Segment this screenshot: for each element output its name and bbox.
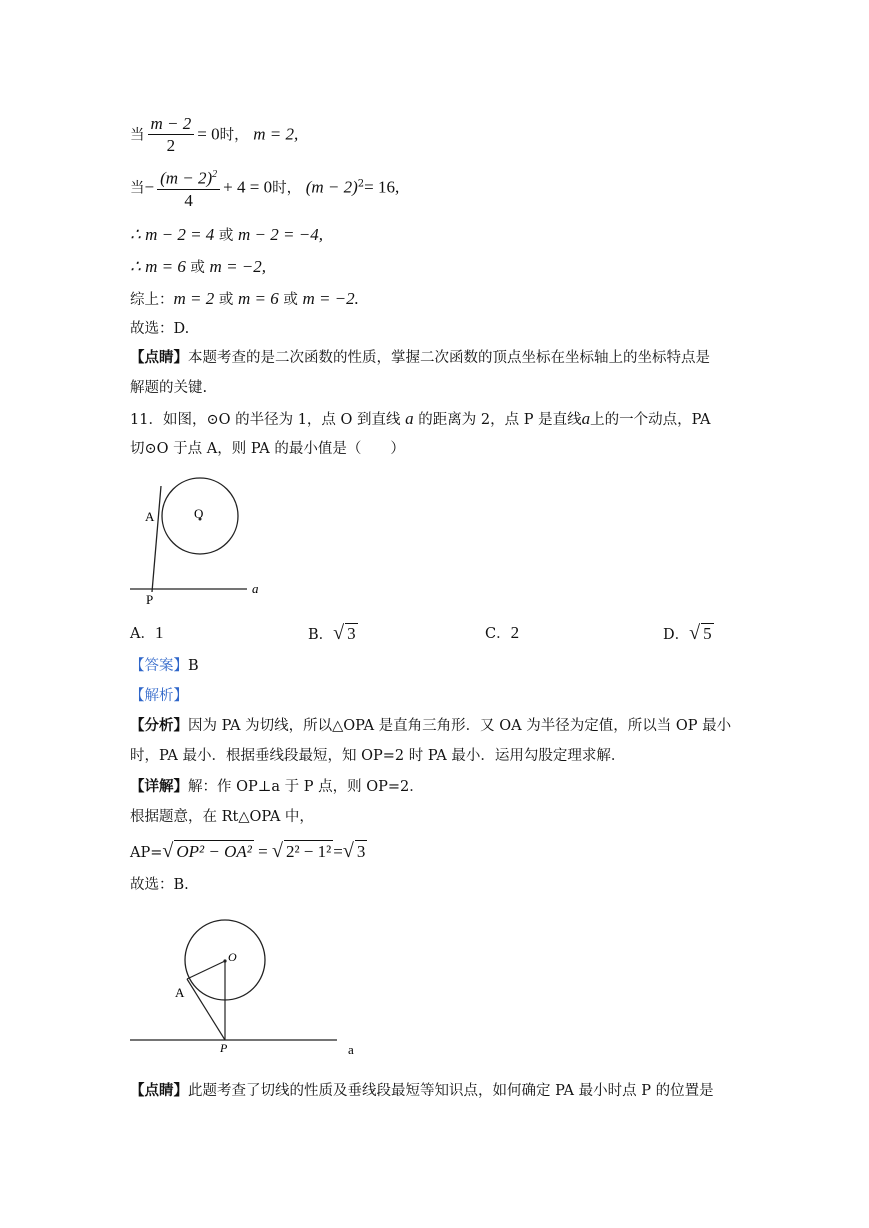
text-shi: 时， (219, 127, 249, 144)
result-m: m = 2, (253, 124, 299, 144)
fx-tag: 【分析】 (130, 717, 188, 734)
option-d-label: D． (663, 627, 690, 643)
option-b (308, 622, 358, 645)
option-a-label: A． (130, 626, 155, 642)
sqrt-icon: √ (342, 840, 354, 862)
exponent: 2 (357, 178, 365, 190)
label-p: P (220, 1041, 228, 1055)
solution-line-6: 故选：D. (130, 321, 190, 337)
sqrt-icon: √ (333, 622, 345, 644)
summary-lead: 综上： (130, 292, 174, 308)
option-b-label: B． (308, 627, 334, 643)
radicand-2: 2² − 1² (285, 842, 332, 861)
dianjing-final (130, 1080, 714, 1102)
answer-tag: 【答案】 (130, 658, 188, 674)
q-text-a: 11．如图，⊙O 的半径为 1，点 O 到直线 (130, 412, 406, 428)
dianjing-text: 本题考查的是二次函数的性质，掌握二次函数的顶点坐标在坐标轴上的坐标特点是 (188, 350, 710, 366)
sqrt-icon: √ (689, 622, 701, 644)
dianjing-tag: 【点睛】 (130, 349, 188, 366)
center-dot (223, 959, 226, 962)
q-text-c: 上的一个动点，PA (590, 412, 711, 428)
solution-line-5 (130, 288, 359, 311)
equals-zero: = 0 (197, 124, 220, 144)
sqrt-icon: √ (271, 840, 283, 862)
option-a-value: 1 (154, 623, 164, 642)
analysis-xj-2: 根据题意，在 Rt△OPA 中， (130, 809, 314, 825)
label-o: O (228, 950, 237, 964)
label-o: O (194, 506, 204, 521)
sqrt-icon: √ (162, 840, 174, 862)
dianjing-2: 解题的关键. (130, 380, 208, 396)
exponent: 2 (212, 169, 218, 180)
solution-line-1 (130, 114, 298, 157)
q-var-a2: a (581, 409, 591, 428)
text-dang: 当 (130, 127, 145, 144)
option-d-value: 5 (703, 624, 712, 643)
figure-1 (125, 470, 275, 610)
figure-2 (128, 915, 368, 1060)
expr-b: m = −2, (209, 257, 267, 276)
analysis-fx-1 (130, 715, 731, 737)
expr-a: ∴ m = 6 (130, 257, 186, 276)
option-c-label: C． (485, 626, 511, 642)
question-11-line-1 (130, 408, 710, 431)
answer-value: B (188, 658, 199, 674)
option-a (130, 622, 163, 643)
minus-sign: − (144, 177, 155, 197)
fraction-denominator: 2 (166, 136, 176, 155)
dianjing-1 (130, 347, 710, 369)
expr-lhs: (m − 2) (305, 177, 358, 197)
fraction (148, 114, 195, 157)
radicand-1: OP² − OA² (176, 842, 252, 861)
option-c-value: 2 (510, 623, 520, 642)
expr-a: ∴ m − 2 = 4 (130, 225, 215, 244)
fx-text-1: 因为 PA 为切线，所以△OPA 是直角三角形．又 OA 为半径为定值，所以当 OP 最小 (188, 718, 732, 734)
label-a-point: A (175, 985, 185, 1000)
ap-formula (130, 840, 367, 864)
option-c (485, 622, 519, 643)
expr-b: m = 6 (237, 289, 279, 308)
plus-four: + 4 = 0 (223, 177, 273, 197)
segment-ap (187, 979, 225, 1040)
expr-b: m − 2 = −4, (238, 225, 323, 244)
tangent-line (152, 486, 161, 592)
text-dang: 当 (130, 180, 145, 197)
dianjing-final-text: 此题考查了切线的性质及垂线段最短等知识点，如何确定 PA 最小时点 P 的位置是 (188, 1083, 714, 1099)
expr-a: m = 2 (173, 289, 215, 308)
label-line-a: a (252, 581, 259, 596)
text-or: 或 (214, 292, 238, 308)
option-d (663, 622, 714, 645)
xj-tag: 【详解】 (130, 778, 188, 795)
q-text-b: 的距离为 2，点 P 是直线 (413, 412, 582, 428)
analysis-tag: 【解析】 (130, 688, 188, 704)
xj-text-1: 解：作 OP⊥a 于 P 点，则 OP=2． (188, 779, 424, 795)
analysis-fx-2: 时，PA 最小．根据垂线段最短，知 OP=2 时 PA 最小．运用勾股定理求解． (130, 748, 626, 764)
solution-line-2 (130, 165, 399, 212)
solution-line-3 (130, 224, 323, 247)
question-11-line-2: 切⊙O 于点 A，则 PA 的最小值是（ ） (130, 441, 405, 457)
expr-c: m = −2. (302, 289, 359, 308)
numerator-text: (m − 2) (160, 168, 213, 188)
choose-line: 故选：B. (130, 877, 189, 893)
dianjing-final-tag: 【点睛】 (130, 1082, 188, 1099)
text-or: 或 (185, 260, 210, 276)
answer-line (130, 655, 199, 677)
q-var-a: a (405, 409, 414, 428)
solution-line-4 (130, 256, 266, 279)
label-line-a: a (348, 1042, 354, 1057)
analysis-xj-1 (130, 776, 424, 798)
fraction (157, 165, 220, 212)
expr-rhs: = 16, (364, 177, 400, 197)
text-or: 或 (214, 228, 239, 244)
fraction-numerator (157, 165, 220, 190)
option-b-value: 3 (347, 624, 356, 643)
ap-lead: AP= (130, 845, 163, 861)
fraction-denominator: 4 (184, 190, 193, 210)
equals-2: = (333, 842, 343, 861)
text-shi: 时， (272, 180, 302, 197)
equals-1: = (253, 842, 272, 861)
fraction-numerator: m − 2 (148, 114, 195, 135)
label-a-point: A (145, 509, 155, 524)
radicand-3: 3 (356, 842, 366, 861)
segment-oa (187, 961, 225, 979)
label-p: P (146, 592, 154, 607)
text-or: 或 (278, 292, 303, 308)
